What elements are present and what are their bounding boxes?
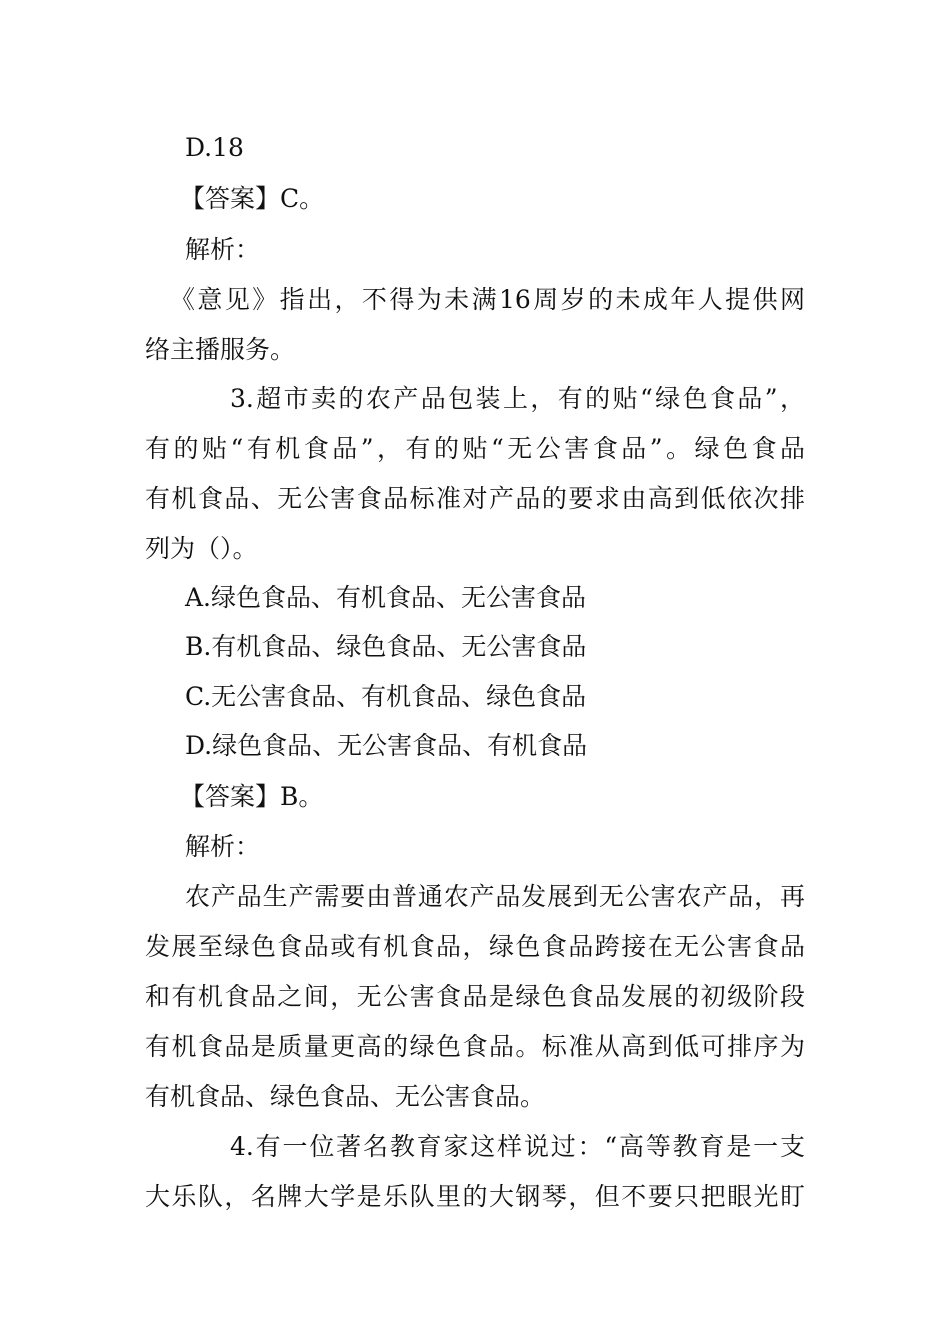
q3-option-b: B.有机食品、绿色食品、无公害食品 xyxy=(185,632,587,661)
q3-analysis-line: 有机食品、绿色食品、无公害食品。 xyxy=(145,1082,546,1111)
q3-stem-line: 3.超市卖的农产品包装上，有的贴“绿色食品”， xyxy=(230,384,805,413)
q4-stem-line: 大乐队，名牌大学是乐队里的大钢琴，但不要只把眼光盯 xyxy=(145,1182,805,1211)
q2-option-d: D.18 xyxy=(185,133,244,162)
q3-analysis-line: 和有机食品之间，无公害食品是绿色食品发展的初级阶段 xyxy=(145,982,805,1011)
q2-analysis-line: 《意见》指出，不得为未满16周岁的未成年人提供网 xyxy=(170,285,805,314)
q2-analysis-label: 解析： xyxy=(185,235,261,264)
q3-option-d: D.绿色食品、无公害食品、有机食品 xyxy=(185,731,588,760)
q3-answer: 【答案】B。 xyxy=(180,782,324,811)
q3-analysis-line: 发展至绿色食品或有机食品，绿色食品跨接在无公害食品 xyxy=(145,932,805,961)
q3-analysis-line: 农产品生产需要由普通农产品发展到无公害农产品，再 xyxy=(185,882,805,911)
q2-answer: 【答案】C。 xyxy=(180,184,325,213)
q3-stem-line: 列为（）。 xyxy=(145,534,258,563)
q3-analysis-label: 解析： xyxy=(185,832,261,861)
q3-stem-line: 有机食品、无公害食品标准对产品的要求由高到低依次排 xyxy=(145,484,805,513)
q3-stem-line: 有的贴“有机食品”，有的贴“无公害食品”。绿色食品 xyxy=(145,434,805,463)
q3-analysis-line: 有机食品是质量更高的绿色食品。标准从高到低可排序为 xyxy=(145,1032,805,1061)
q3-option-c: C.无公害食品、有机食品、绿色食品 xyxy=(185,682,587,711)
q2-analysis-line: 络主播服务。 xyxy=(145,335,296,364)
q4-stem-line: 4.有一位著名教育家这样说过：“高等教育是一支 xyxy=(230,1132,805,1161)
q3-option-a: A.绿色食品、有机食品、无公害食品 xyxy=(185,583,587,612)
